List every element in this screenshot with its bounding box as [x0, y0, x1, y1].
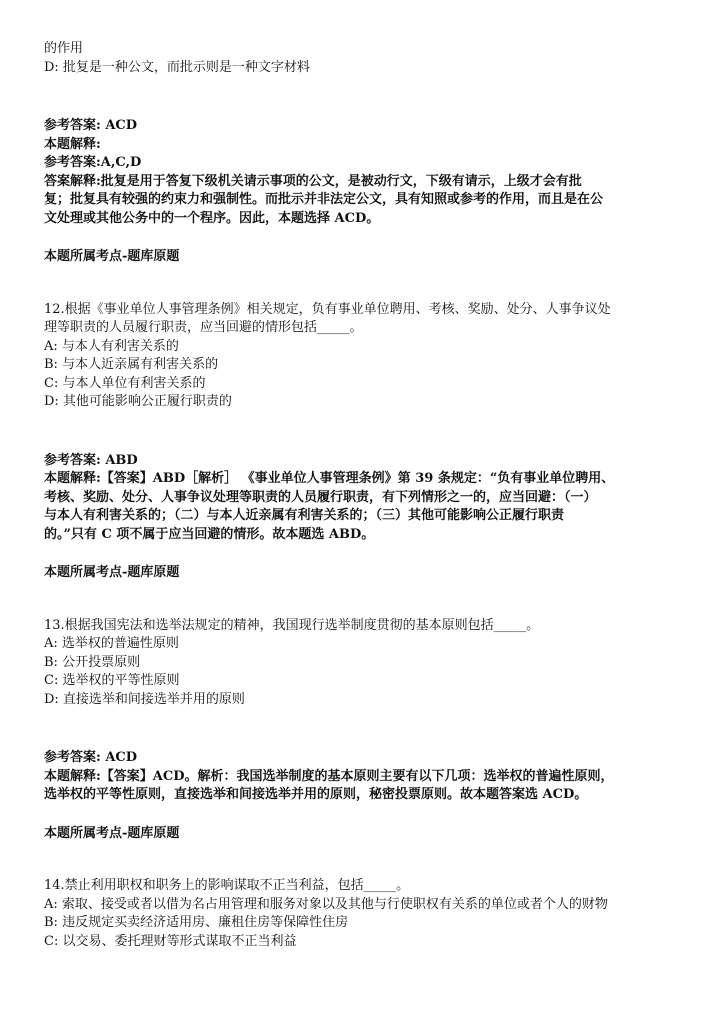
q12-stem-line: 12.根据《事业单位人事管理条例》相关规定，负有事业单位聘用、考核、奖励、处分、人事争议处 — [44, 301, 611, 317]
q14-option-b: B: 违反规定买卖经济适用房、廉租住房等保障性住房 — [44, 915, 349, 930]
q14-option-c: C: 以交易、委托理财等形式谋取不正当利益 — [44, 933, 297, 949]
q12-stem-line: 理等职责的人员履行职责，应当回避的情形包括_____。 — [44, 320, 363, 335]
q12-option-c: C: 与本人单位有利害关系的 — [44, 375, 206, 391]
q13-option-b: B: 公开投票原则 — [44, 654, 141, 670]
q11-reference-answer: 参考答案: ACD — [44, 118, 138, 133]
q13-source-note: 本题所属考点-题库原题 — [44, 825, 180, 841]
q12-reference-answer: 参考答案: ABD — [44, 452, 138, 468]
document-page — [44, 40, 684, 951]
q11-reference-answer-detail: 参考答案:A,C,D — [44, 155, 142, 170]
q12-explanation-line: 与本人有利害关系的；（二）与本人近亲属有利害关系的；（三）其他可能影响公正履行职责 — [44, 508, 565, 523]
prev-option-d: D: 批复是一种公文，而批示则是一种文字材料 — [44, 59, 310, 75]
q13-explanation-line: 选举权的平等性原则，直接选举和间接选举并用的原则，秘密投票原则。故本题答案选 ACD。 — [44, 787, 588, 802]
q12-explanation-line: 本题解释:【答案】ABD［解析］ 《事业单位人事管理条例》第 39 条规定：“负有事业单位聘用、 — [44, 471, 615, 486]
q14-option-a: A: 索取、接受或者以借为名占用管理和服务对象以及其他与行使职权有关系的单位或者个人的财物 — [44, 896, 608, 912]
q13-option-a: A: 选举权的普遍性原则 — [44, 636, 179, 651]
q12-option-a: A: 与本人有利害关系的 — [44, 338, 179, 354]
q11-explanation-line: 复；批复具有较强的约束力和强制性。而批示并非法定公文，具有知照或参考的作用，而且是在公 — [44, 192, 604, 207]
q12-explanation-line: 考核、奖励、处分、人事争议处理等职责的人员履行职责，有下列情形之一的，应当回避：（一） — [44, 489, 597, 505]
q13-stem-line: 13.根据我国宪法和选举法规定的精神，我国现行选举制度贯彻的基本原则包括_____。 — [44, 617, 540, 633]
q13-option-c: C: 选举权的平等性原则 — [44, 673, 180, 688]
q14-stem-line: 14.禁止利用职权和职务上的影响谋取不正当利益，包括_____。 — [44, 878, 410, 893]
q11-explanation-line: 文处理或其他公务中的一个程序。因此，本题选择 ACD。 — [44, 210, 380, 226]
q13-option-d: D: 直接选举和间接选举并用的原则 — [44, 691, 245, 707]
q13-reference-answer: 参考答案: ACD — [44, 750, 138, 765]
q11-analysis-label: 本题解释: — [44, 136, 101, 152]
q12-option-d: D: 其他可能影响公正履行职责的 — [44, 394, 232, 409]
q12-explanation-line: 的。”只有 C 项不属于应当回避的情形。故本题选 ABD。 — [44, 526, 375, 542]
q11-explanation-line: 答案解释:批复是用于答复下级机关请示事项的公文，是被动行文，下级有请示，上级才会有批 — [44, 173, 582, 189]
q13-explanation-line: 本题解释:【答案】ACD。解析：我国选举制度的基本原则主要有以下几项：选举权的普遍性原则， — [44, 768, 614, 784]
prev-question-tail: 的作用 — [44, 41, 84, 56]
q11-source-note: 本题所属考点-题库原题 — [44, 249, 180, 264]
q12-source-note: 本题所属考点-题库原题 — [44, 565, 180, 580]
q12-option-b: B: 与本人近亲属有利害关系的 — [44, 357, 219, 372]
